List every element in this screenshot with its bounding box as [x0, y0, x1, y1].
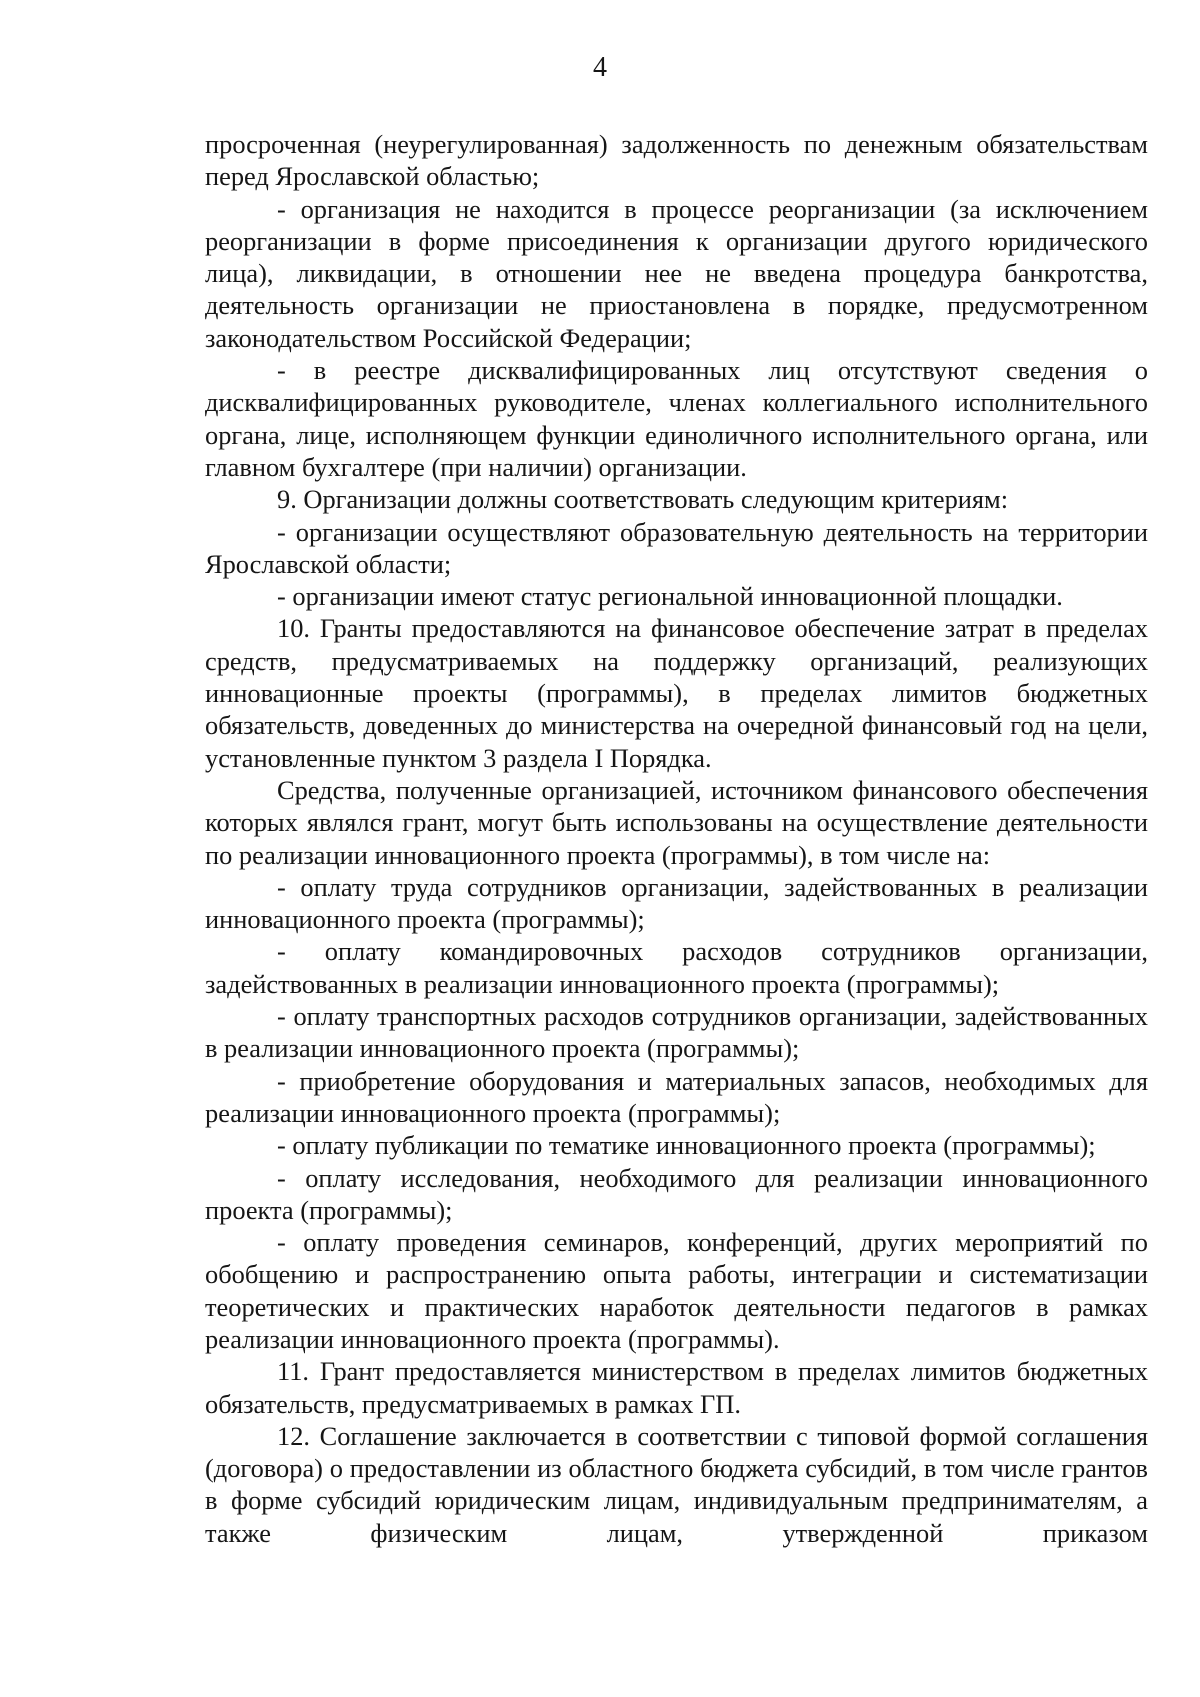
paragraph: - оплату командировочных расходов сотрудников организации, задействованных в реализации инновационного проекта (программы);	[205, 936, 1148, 999]
paragraph: - оплату труда сотрудников организации, задействованных в реализации инновационного проекта (программы);	[205, 871, 1148, 935]
paragraph: - в реестре дисквалифицированных лиц отсутствуют сведения о дисквалифицированных руководителе, членах коллегиального исполнительного органа, лице, исполняющем функции единоличного исполнительного органа, или главном бухгалтере (при наличии) организации.	[205, 355, 1148, 482]
paragraph: - организации имеют статус региональной инновационной площадки.	[277, 581, 1063, 612]
page-number: 4	[593, 52, 607, 83]
paragraph: - организация не находится в процессе реорганизации (за исключением реорганизации в форме присоединения к организации другого юридического лица), ликвидации, в отношении нее не введена процедура банкротства, деятельность организации не приостановлена в порядке, предусмотренном законодательством Российской Федерации;	[205, 193, 1148, 353]
paragraph: Средства, полученные организацией, источником финансового обеспечения которых являлся грант, могут быть использованы на осуществление деятельности по реализации инновационного проекта (программы), в том числе на:	[205, 774, 1148, 870]
document-body	[205, 128, 1148, 1549]
paragraph: - организации осуществляют образовательную деятельность на территории Ярославской области;	[205, 516, 1148, 579]
paragraph: 9. Организации должны соответствовать следующим критериям:	[277, 484, 1009, 515]
paragraph: - приобретение оборудования и материальных запасов, необходимых для реализации инновационного проекта (программы);	[205, 1065, 1148, 1128]
paragraph: - оплату исследования, необходимого для реализации инновационного проекта (программы);	[205, 1162, 1148, 1225]
paragraph: просроченная (неурегулированная) задолженность по денежным обязательствам перед Ярославской областью;	[205, 129, 1148, 192]
paragraph: - оплату публикации по тематике инновационного проекта (программы);	[277, 1130, 1096, 1161]
paragraph: - оплату транспортных расходов сотрудников организации, задействованных в реализации инновационного проекта (программы);	[205, 1001, 1148, 1064]
paragraph: 11. Грант предоставляется министерством в пределах лимитов бюджетных обязательств, предусматриваемых в рамках ГП.	[205, 1356, 1148, 1419]
paragraph: 12. Соглашение заключается в соответствии с типовой формой соглашения (договора) о предоставлении из областного бюджета субсидий, в том числе грантов в форме субсидий юридическим лицам, индивидуальным предпринимателям, а также физическим лицам, утвержденной приказом	[205, 1420, 1148, 1548]
paragraph: - оплату проведения семинаров, конференций, других мероприятий по обобщению и распространению опыта работы, интеграции и систематизации теоретических и практических наработок деятельности педагогов в рамках реализации инновационного проекта (программы).	[205, 1227, 1148, 1354]
paragraph: 10. Гранты предоставляются на финансовое обеспечение затрат в пределах средств, предусматриваемых на поддержку организаций, реализующих инновационные проекты (программы), в пределах лимитов бюджетных обязательств, доведенных до министерства на очередной финансовый год на цели, установленные пунктом 3 раздела I Порядка.	[205, 613, 1148, 773]
